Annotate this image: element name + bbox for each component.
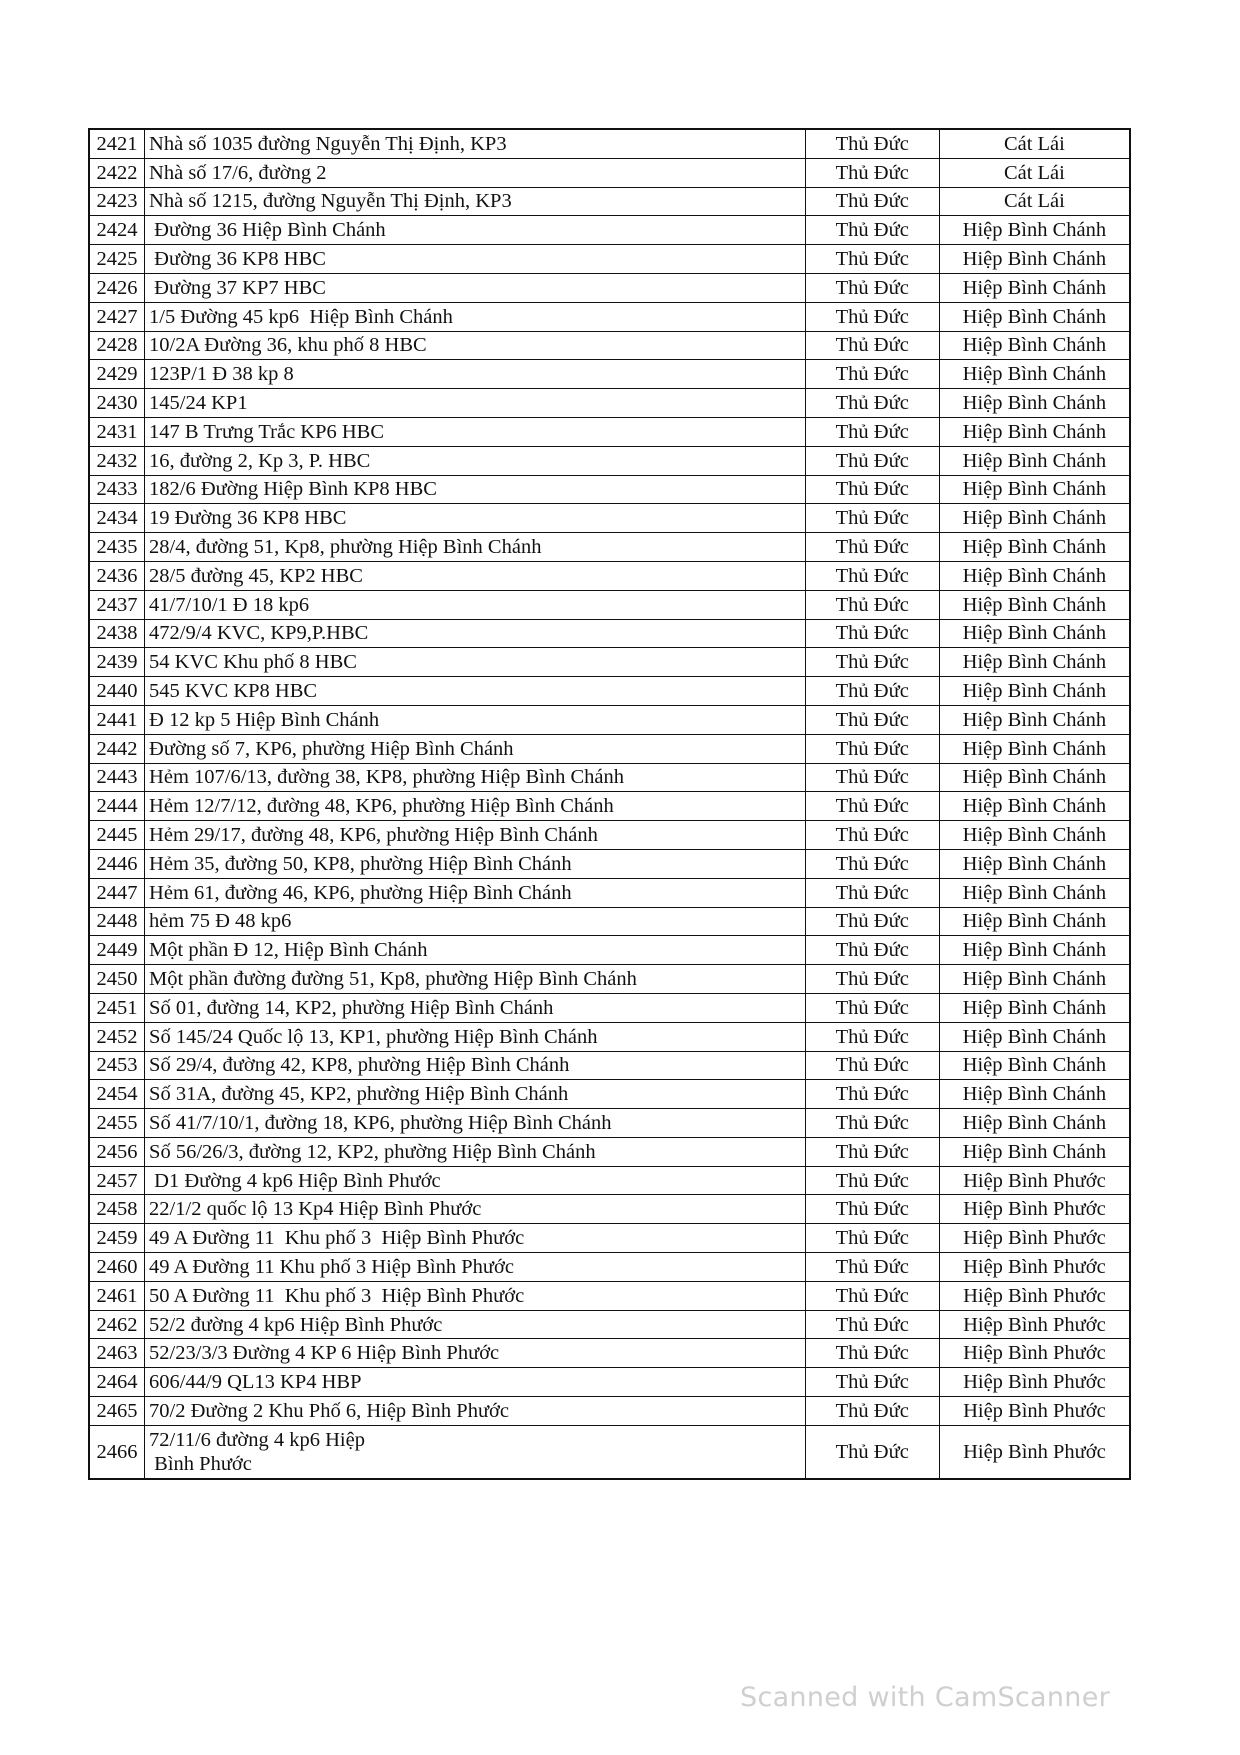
address-cell: 182/6 Đường Hiệp Bình KP8 HBC <box>145 475 806 504</box>
row-number-cell: 2440 <box>89 677 145 706</box>
district-cell: Thủ Đức <box>805 1195 939 1224</box>
address-cell: Hẻm 107/6/13, đường 38, KP8, phường Hiệp Bình Chánh <box>145 763 806 792</box>
district-cell: Thủ Đức <box>805 821 939 850</box>
address-cell: Số 145/24 Quốc lộ 13, KP1, phường Hiệp Bình Chánh <box>145 1022 806 1051</box>
ward-cell: Hiệp Bình Chánh <box>939 648 1130 677</box>
address-cell: 52/23/3/3 Đường 4 KP 6 Hiệp Bình Phước <box>145 1339 806 1368</box>
row-number-cell: 2449 <box>89 936 145 965</box>
table-row <box>89 187 1130 216</box>
row-number-cell: 2453 <box>89 1051 145 1080</box>
address-cell: D1 Đường 4 kp6 Hiệp Bình Phước <box>145 1166 806 1195</box>
table-row <box>89 417 1130 446</box>
address-cell: hẻm 75 Đ 48 kp6 <box>145 907 806 936</box>
district-cell: Thủ Đức <box>805 763 939 792</box>
row-number-cell: 2446 <box>89 849 145 878</box>
row-number-cell: 2444 <box>89 792 145 821</box>
address-cell: Đường 37 KP7 HBC <box>145 273 806 302</box>
address-cell: Đ 12 kp 5 Hiệp Bình Chánh <box>145 705 806 734</box>
address-cell: 50 A Đường 11 Khu phố 3 Hiệp Bình Phước <box>145 1281 806 1310</box>
address-cell: 19 Đường 36 KP8 HBC <box>145 504 806 533</box>
row-number-cell: 2457 <box>89 1166 145 1195</box>
district-cell: Thủ Đức <box>805 619 939 648</box>
table-row <box>89 619 1130 648</box>
ward-cell: Hiệp Bình Chánh <box>939 475 1130 504</box>
row-number-cell: 2456 <box>89 1137 145 1166</box>
row-number-cell: 2422 <box>89 158 145 187</box>
ward-cell: Hiệp Bình Chánh <box>939 1137 1130 1166</box>
row-number-cell: 2439 <box>89 648 145 677</box>
ward-cell: Hiệp Bình Chánh <box>939 417 1130 446</box>
table-row <box>89 1166 1130 1195</box>
table-row <box>89 792 1130 821</box>
row-number-cell: 2465 <box>89 1397 145 1426</box>
table-row <box>89 389 1130 418</box>
table-row <box>89 677 1130 706</box>
table-row <box>89 1109 1130 1138</box>
ward-cell: Hiệp Bình Phước <box>939 1224 1130 1253</box>
row-number-cell: 2462 <box>89 1310 145 1339</box>
ward-cell: Hiệp Bình Chánh <box>939 619 1130 648</box>
ward-cell: Hiệp Bình Chánh <box>939 965 1130 994</box>
district-cell: Thủ Đức <box>805 1080 939 1109</box>
address-line-1: 72/11/6 đường 4 kp6 Hiệp <box>149 1428 365 1451</box>
table-row <box>89 1195 1130 1224</box>
district-cell: Thủ Đức <box>805 792 939 821</box>
address-cell: Nhà số 1035 đường Nguyễn Thị Định, KP3 <box>145 129 806 158</box>
district-cell: Thủ Đức <box>805 1051 939 1080</box>
row-number-cell: 2443 <box>89 763 145 792</box>
district-cell: Thủ Đức <box>805 1253 939 1282</box>
table-row <box>89 1425 1130 1479</box>
row-number-cell: 2436 <box>89 561 145 590</box>
district-cell: Thủ Đức <box>805 417 939 446</box>
row-number-cell: 2451 <box>89 993 145 1022</box>
table-row <box>89 216 1130 245</box>
district-cell: Thủ Đức <box>805 187 939 216</box>
address-cell: Nhà số 17/6, đường 2 <box>145 158 806 187</box>
row-number-cell: 2454 <box>89 1080 145 1109</box>
row-number-cell: 2428 <box>89 331 145 360</box>
district-cell: Thủ Đức <box>805 1339 939 1368</box>
row-number-cell: 2425 <box>89 245 145 274</box>
ward-cell: Hiệp Bình Chánh <box>939 821 1130 850</box>
district-cell: Thủ Đức <box>805 734 939 763</box>
row-number-cell: 2441 <box>89 705 145 734</box>
district-cell: Thủ Đức <box>805 936 939 965</box>
ward-cell: Hiệp Bình Chánh <box>939 590 1130 619</box>
row-number-cell: 2431 <box>89 417 145 446</box>
address-cell: 28/5 đường 45, KP2 HBC <box>145 561 806 590</box>
district-cell: Thủ Đức <box>805 1368 939 1397</box>
row-number-cell: 2458 <box>89 1195 145 1224</box>
table-row <box>89 907 1130 936</box>
address-cell: Hẻm 12/7/12, đường 48, KP6, phường Hiệp Bình Chánh <box>145 792 806 821</box>
ward-cell: Hiệp Bình Chánh <box>939 1080 1130 1109</box>
district-cell: Thủ Đức <box>805 590 939 619</box>
address-cell: 54 KVC Khu phố 8 HBC <box>145 648 806 677</box>
table-row <box>89 273 1130 302</box>
ward-cell: Hiệp Bình Chánh <box>939 705 1130 734</box>
ward-cell: Hiệp Bình Chánh <box>939 677 1130 706</box>
row-number-cell: 2430 <box>89 389 145 418</box>
address-cell: 147 B Trưng Trắc KP6 HBC <box>145 417 806 446</box>
address-cell: 52/2 đường 4 kp6 Hiệp Bình Phước <box>145 1310 806 1339</box>
row-number-cell: 2426 <box>89 273 145 302</box>
table-row <box>89 1080 1130 1109</box>
table-row <box>89 302 1130 331</box>
table-row <box>89 1051 1130 1080</box>
district-cell: Thủ Đức <box>805 1281 939 1310</box>
address-cell: Đường 36 KP8 HBC <box>145 245 806 274</box>
ward-cell: Hiệp Bình Chánh <box>939 446 1130 475</box>
district-cell: Thủ Đức <box>805 1397 939 1426</box>
address-cell: Số 56/26/3, đường 12, KP2, phường Hiệp Bình Chánh <box>145 1137 806 1166</box>
row-number-cell: 2445 <box>89 821 145 850</box>
address-cell: 10/2A Đường 36, khu phố 8 HBC <box>145 331 806 360</box>
address-cell: Số 29/4, đường 42, KP8, phường Hiệp Bình Chánh <box>145 1051 806 1080</box>
ward-cell: Hiệp Bình Chánh <box>939 993 1130 1022</box>
table-row <box>89 648 1130 677</box>
district-cell: Thủ Đức <box>805 475 939 504</box>
address-table <box>88 128 1131 1480</box>
row-number-cell: 2427 <box>89 302 145 331</box>
address-cell: 49 A Đường 11 Khu phố 3 Hiệp Bình Phước <box>145 1253 806 1282</box>
district-cell: Thủ Đức <box>805 533 939 562</box>
table-row <box>89 965 1130 994</box>
table-row <box>89 1281 1130 1310</box>
table-row <box>89 1397 1130 1426</box>
row-number-cell: 2461 <box>89 1281 145 1310</box>
row-number-cell: 2448 <box>89 907 145 936</box>
table-row <box>89 158 1130 187</box>
ward-cell: Hiệp Bình Chánh <box>939 360 1130 389</box>
address-cell: Hẻm 29/17, đường 48, KP6, phường Hiệp Bình Chánh <box>145 821 806 850</box>
district-cell: Thủ Đức <box>805 648 939 677</box>
ward-cell: Hiệp Bình Chánh <box>939 1051 1130 1080</box>
ward-cell: Hiệp Bình Chánh <box>939 504 1130 533</box>
district-cell: Thủ Đức <box>805 331 939 360</box>
address-cell: 41/7/10/1 Đ 18 kp6 <box>145 590 806 619</box>
address-cell: 49 A Đường 11 Khu phố 3 Hiệp Bình Phước <box>145 1224 806 1253</box>
address-cell: 22/1/2 quốc lộ 13 Kp4 Hiệp Bình Phước <box>145 1195 806 1224</box>
address-cell: Nhà số 1215, đường Nguyễn Thị Định, KP3 <box>145 187 806 216</box>
address-cell: Số 41/7/10/1, đường 18, KP6, phường Hiệp Bình Chánh <box>145 1109 806 1138</box>
ward-cell: Hiệp Bình Phước <box>939 1339 1130 1368</box>
ward-cell: Hiệp Bình Phước <box>939 1368 1130 1397</box>
ward-cell: Hiệp Bình Chánh <box>939 792 1130 821</box>
address-cell: Hẻm 35, đường 50, KP8, phường Hiệp Bình Chánh <box>145 849 806 878</box>
address-cell: 545 KVC KP8 HBC <box>145 677 806 706</box>
ward-cell: Cát Lái <box>939 158 1130 187</box>
ward-cell: Hiệp Bình Phước <box>939 1397 1130 1426</box>
district-cell: Thủ Đức <box>805 561 939 590</box>
address-cell: 145/24 KP1 <box>145 389 806 418</box>
table-row <box>89 129 1130 158</box>
district-cell: Thủ Đức <box>805 705 939 734</box>
district-cell: Thủ Đức <box>805 1310 939 1339</box>
row-number-cell: 2424 <box>89 216 145 245</box>
address-cell: Số 31A, đường 45, KP2, phường Hiệp Bình Chánh <box>145 1080 806 1109</box>
district-cell: Thủ Đức <box>805 878 939 907</box>
row-number-cell: 2438 <box>89 619 145 648</box>
table-row <box>89 878 1130 907</box>
district-cell: Thủ Đức <box>805 446 939 475</box>
ward-cell: Hiệp Bình Chánh <box>939 849 1130 878</box>
address-cell: Số 01, đường 14, KP2, phường Hiệp Bình Chánh <box>145 993 806 1022</box>
address-cell: 28/4, đường 51, Kp8, phường Hiệp Bình Chánh <box>145 533 806 562</box>
row-number-cell: 2423 <box>89 187 145 216</box>
ward-cell: Hiệp Bình Phước <box>939 1310 1130 1339</box>
row-number-cell: 2460 <box>89 1253 145 1282</box>
row-number-cell: 2464 <box>89 1368 145 1397</box>
district-cell: Thủ Đức <box>805 907 939 936</box>
ward-cell: Hiệp Bình Phước <box>939 1281 1130 1310</box>
row-number-cell: 2435 <box>89 533 145 562</box>
ward-cell: Hiệp Bình Chánh <box>939 302 1130 331</box>
address-cell: 16, đường 2, Kp 3, P. HBC <box>145 446 806 475</box>
table-row <box>89 245 1130 274</box>
table-row <box>89 331 1130 360</box>
district-cell: Thủ Đức <box>805 216 939 245</box>
district-cell: Thủ Đức <box>805 129 939 158</box>
ward-cell: Hiệp Bình Chánh <box>939 1022 1130 1051</box>
ward-cell: Hiệp Bình Chánh <box>939 216 1130 245</box>
table-row <box>89 1368 1130 1397</box>
district-cell: Thủ Đức <box>805 273 939 302</box>
table-row <box>89 475 1130 504</box>
district-cell: Thủ Đức <box>805 360 939 389</box>
district-cell: Thủ Đức <box>805 965 939 994</box>
ward-cell: Hiệp Bình Chánh <box>939 907 1130 936</box>
table-row <box>89 1339 1130 1368</box>
table-row <box>89 561 1130 590</box>
table-row <box>89 1310 1130 1339</box>
ward-cell: Hiệp Bình Chánh <box>939 734 1130 763</box>
ward-cell: Hiệp Bình Chánh <box>939 331 1130 360</box>
table-row <box>89 763 1130 792</box>
district-cell: Thủ Đức <box>805 1137 939 1166</box>
row-number-cell: 2450 <box>89 965 145 994</box>
district-cell: Thủ Đức <box>805 677 939 706</box>
district-cell: Thủ Đức <box>805 849 939 878</box>
row-number-cell: 2433 <box>89 475 145 504</box>
district-cell: Thủ Đức <box>805 245 939 274</box>
district-cell: Thủ Đức <box>805 1224 939 1253</box>
ward-cell: Hiệp Bình Phước <box>939 1425 1130 1479</box>
address-cell: 123P/1 Đ 38 kp 8 <box>145 360 806 389</box>
address-line-2: Bình Phước <box>149 1452 252 1475</box>
table-row <box>89 936 1130 965</box>
table-row <box>89 504 1130 533</box>
row-number-cell: 2452 <box>89 1022 145 1051</box>
row-number-cell: 2455 <box>89 1109 145 1138</box>
row-number-cell: 2442 <box>89 734 145 763</box>
district-cell: Thủ Đức <box>805 504 939 533</box>
ward-cell: Hiệp Bình Chánh <box>939 389 1130 418</box>
ward-cell: Hiệp Bình Chánh <box>939 245 1130 274</box>
table-row <box>89 446 1130 475</box>
district-cell: Thủ Đức <box>805 302 939 331</box>
row-number-cell: 2437 <box>89 590 145 619</box>
table-row <box>89 1224 1130 1253</box>
address-cell: 1/5 Đường 45 kp6 Hiệp Bình Chánh <box>145 302 806 331</box>
address-cell: Đường số 7, KP6, phường Hiệp Bình Chánh <box>145 734 806 763</box>
table-row <box>89 849 1130 878</box>
table-row <box>89 1137 1130 1166</box>
ward-cell: Cát Lái <box>939 129 1130 158</box>
row-number-cell: 2434 <box>89 504 145 533</box>
address-table-body <box>89 129 1130 1479</box>
address-cell: Một phần đường đường 51, Kp8, phường Hiệp Bình Chánh <box>145 965 806 994</box>
district-cell: Thủ Đức <box>805 993 939 1022</box>
district-cell: Thủ Đức <box>805 389 939 418</box>
district-cell: Thủ Đức <box>805 1166 939 1195</box>
ward-cell: Hiệp Bình Chánh <box>939 533 1130 562</box>
ward-cell: Hiệp Bình Phước <box>939 1195 1130 1224</box>
table-row <box>89 1253 1130 1282</box>
ward-cell: Hiệp Bình Chánh <box>939 273 1130 302</box>
table-row <box>89 705 1130 734</box>
address-cell: 606/44/9 QL13 KP4 HBP <box>145 1368 806 1397</box>
row-number-cell: 2463 <box>89 1339 145 1368</box>
address-cell: Một phần Đ 12, Hiệp Bình Chánh <box>145 936 806 965</box>
ward-cell: Hiệp Bình Chánh <box>939 878 1130 907</box>
district-cell: Thủ Đức <box>805 1109 939 1138</box>
ward-cell: Hiệp Bình Phước <box>939 1166 1130 1195</box>
table-row <box>89 1022 1130 1051</box>
address-cell <box>145 1425 806 1479</box>
table-row <box>89 360 1130 389</box>
ward-cell: Hiệp Bình Chánh <box>939 1109 1130 1138</box>
ward-cell: Hiệp Bình Chánh <box>939 763 1130 792</box>
camscanner-watermark: Scanned with CamScanner <box>740 1682 1111 1713</box>
address-cell: 472/9/4 KVC, KP9,P.HBC <box>145 619 806 648</box>
row-number-cell: 2421 <box>89 129 145 158</box>
row-number-cell: 2466 <box>89 1425 145 1479</box>
ward-cell: Hiệp Bình Chánh <box>939 561 1130 590</box>
table-row <box>89 993 1130 1022</box>
address-cell: Hẻm 61, đường 46, KP6, phường Hiệp Bình Chánh <box>145 878 806 907</box>
row-number-cell: 2447 <box>89 878 145 907</box>
table-row <box>89 734 1130 763</box>
ward-cell: Hiệp Bình Chánh <box>939 936 1130 965</box>
address-cell: Đường 36 Hiệp Bình Chánh <box>145 216 806 245</box>
district-cell: Thủ Đức <box>805 1022 939 1051</box>
address-cell: 70/2 Đường 2 Khu Phố 6, Hiệp Bình Phước <box>145 1397 806 1426</box>
district-cell: Thủ Đức <box>805 158 939 187</box>
district-cell: Thủ Đức <box>805 1425 939 1479</box>
ward-cell: Hiệp Bình Phước <box>939 1253 1130 1282</box>
ward-cell: Cát Lái <box>939 187 1130 216</box>
table-row <box>89 590 1130 619</box>
table-row <box>89 821 1130 850</box>
row-number-cell: 2432 <box>89 446 145 475</box>
row-number-cell: 2459 <box>89 1224 145 1253</box>
table-row <box>89 533 1130 562</box>
row-number-cell: 2429 <box>89 360 145 389</box>
